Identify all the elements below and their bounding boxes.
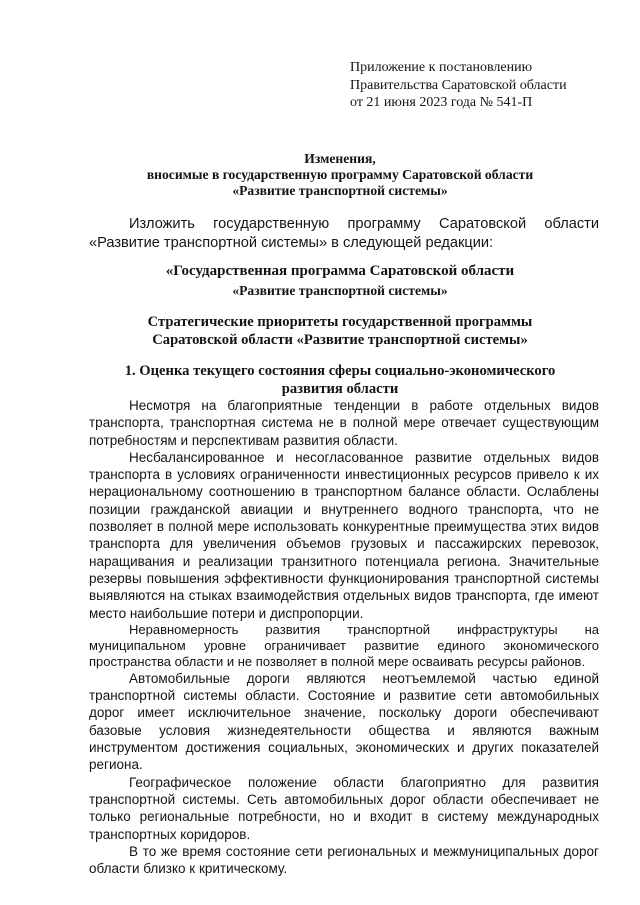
- appendix-line-1: Приложение к постановлению: [350, 60, 533, 75]
- priorities-title-line-2: Саратовской области «Развитие транспортной системы»: [152, 332, 528, 348]
- appendix-line-3: от 21 июня 2023 года № 541-П: [350, 95, 533, 110]
- body-text: [89, 397, 599, 877]
- body-paragraph: В то же время состояние сети региональных и межмуниципальных дорог области близко к критическому.: [89, 843, 599, 877]
- section-title-line-1: 1. Оценка текущего состояния сферы социально-экономического: [124, 363, 556, 379]
- changes-title: [82, 151, 598, 199]
- changes-title-line-1: Изменения,: [304, 151, 376, 166]
- priorities-title-line-1: Стратегические приоритеты государственной программы: [147, 314, 533, 330]
- changes-title-line-2: вносимые в государственную программу Саратовской области: [146, 167, 534, 182]
- body-paragraph: Несбалансированное и несогласованное развитие отдельных видов транспорта в условиях ограниченности инвестиционных ресурсов привело к их нерациональному соотношению в транспортном балансе области. Ослаблены позиции гражданской авиации и внутреннего водного транспорта, что не позволяет в полной мере использовать конкурентные преимущества этих видов транспорта для увеличения объемов грузовых и пассажирских перевозок, наращивания и реализации транзитного потенциала региона. Значительные резервы повышения эффективности функционирования транспортной системы выявляются на стыках взаимодействия отдельных видов транспорта, где имеют место наибольшие потери и диспропорции.: [89, 449, 599, 621]
- lead-paragraph-block: [89, 215, 599, 253]
- section-title-line-2: развития области: [281, 381, 399, 397]
- program-title-line-1: «Государственная программа Саратовской области: [165, 263, 515, 279]
- body-paragraph: Неравномерность развития транспортной инфраструктуры на муниципальном уровне ограничивает развитие единого экономического пространства области и не позволяет в полной мере осваивать ресурсы районов.: [89, 621, 599, 669]
- body-paragraph: Автомобильные дороги являются неотъемлемой частью единой транспортной системы области. Состояние и развитие сети автомобильных дорог имеет исключительное значение, поскольку дороги обеспечивают базовые условия жизнедеятельности общества и являются важным инструментом достижения социальных, экономических и других показателей региона.: [89, 670, 599, 773]
- body-paragraph: Несмотря на благоприятные тенденции в работе отдельных видов транспорта, транспортная система не в полной мере отвечает существующим потребностям и перспективам развития области.: [89, 398, 599, 448]
- section-title: [82, 362, 598, 398]
- priorities-title: [82, 313, 598, 349]
- changes-title-line-3: «Развитие транспортной системы»: [232, 183, 448, 198]
- program-title-line-2: «Развитие транспортной системы»: [232, 283, 448, 298]
- appendix-header: [350, 59, 610, 112]
- body-paragraph: Географическое положение области благоприятно для развития транспортной системы. Сеть автомобильных дорог области обеспечивает не только региональные потребности, но и входит в систему международных транспортных коридоров.: [89, 774, 599, 842]
- appendix-line-2: Правительства Саратовской области: [350, 77, 567, 93]
- program-title: [82, 261, 598, 301]
- lead-paragraph: Изложить государственную программу Саратовской области «Развитие транспортной системы» в следующей редакции:: [89, 216, 599, 251]
